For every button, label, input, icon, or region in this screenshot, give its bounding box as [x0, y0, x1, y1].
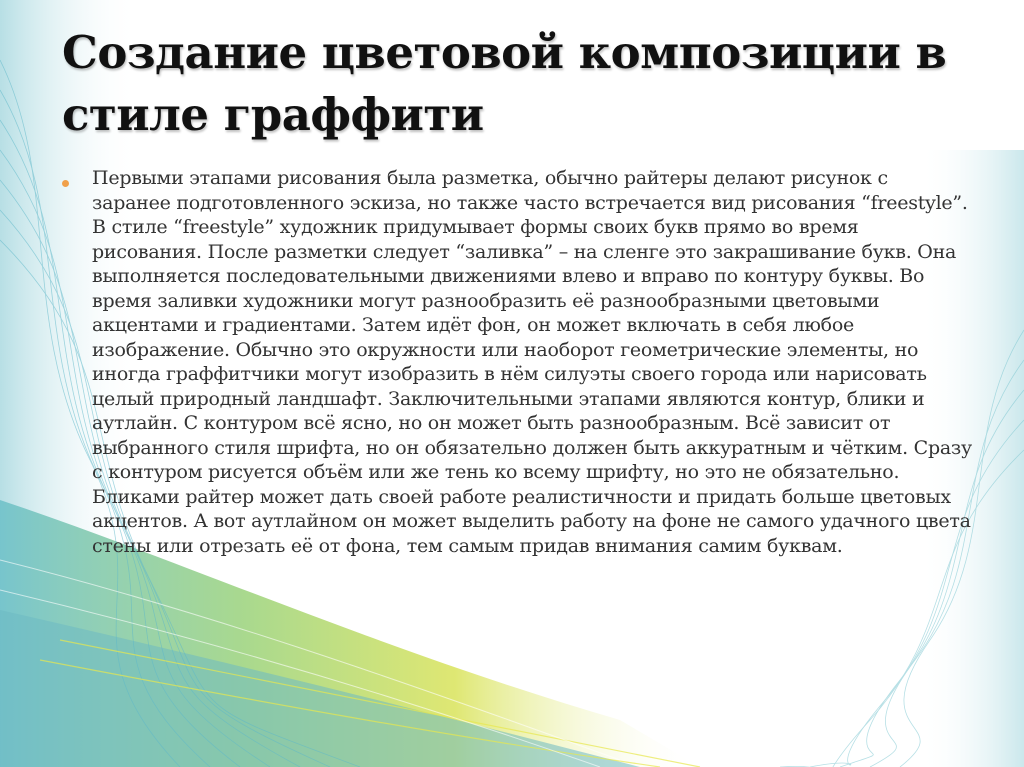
body-paragraph: Первыми этапами рисования была разметка, обычно райтеры делают рисунок с заранее подготовленного эскиза, но также часто встречается вид рисования “freestyle”. В стиле “freestyle” художник придумывает формы своих букв прямо во время рисования. После разметки следует “заливка” – на сленге это закрашивание букв. Она выполняется последовательными движениями влево и вправо по контуру буквы. Во время заливки художники могут разнообразить её разнообразными цветовыми акцентами и градиентами. Затем идёт фон, он может включать в себя любое изображение. Обычно это окружности или наоборот геометрические элементы, но иногда граффитчики могут изобразить в нём силуэты своего города или нарисовать целый природный ландшафт. Заключительными этапами являются контур, блики и аутлайн. С контуром всё ясно, но он может быть разнообразным. Всё зависит от выбранного стиля шрифта, но он обязательно должен быть аккуратным и чётким. Сразу с контуром рисуется объём или же тень ко всему шрифту, но это не обязательно. Бликами райтер может дать своей работе реалистичности и придать больше цветовых акцентов. А вот аутлайном он может выделить работу на фоне не самого удачного цвета стены или отрезать её от фона, тем самым придав внимания самим буквам. — [92, 167, 972, 557]
slide-content — [92, 166, 972, 558]
bullet-marker-icon — [62, 180, 69, 187]
slide-title: Создание цветовой композиции в стиле граффити — [62, 26, 947, 141]
